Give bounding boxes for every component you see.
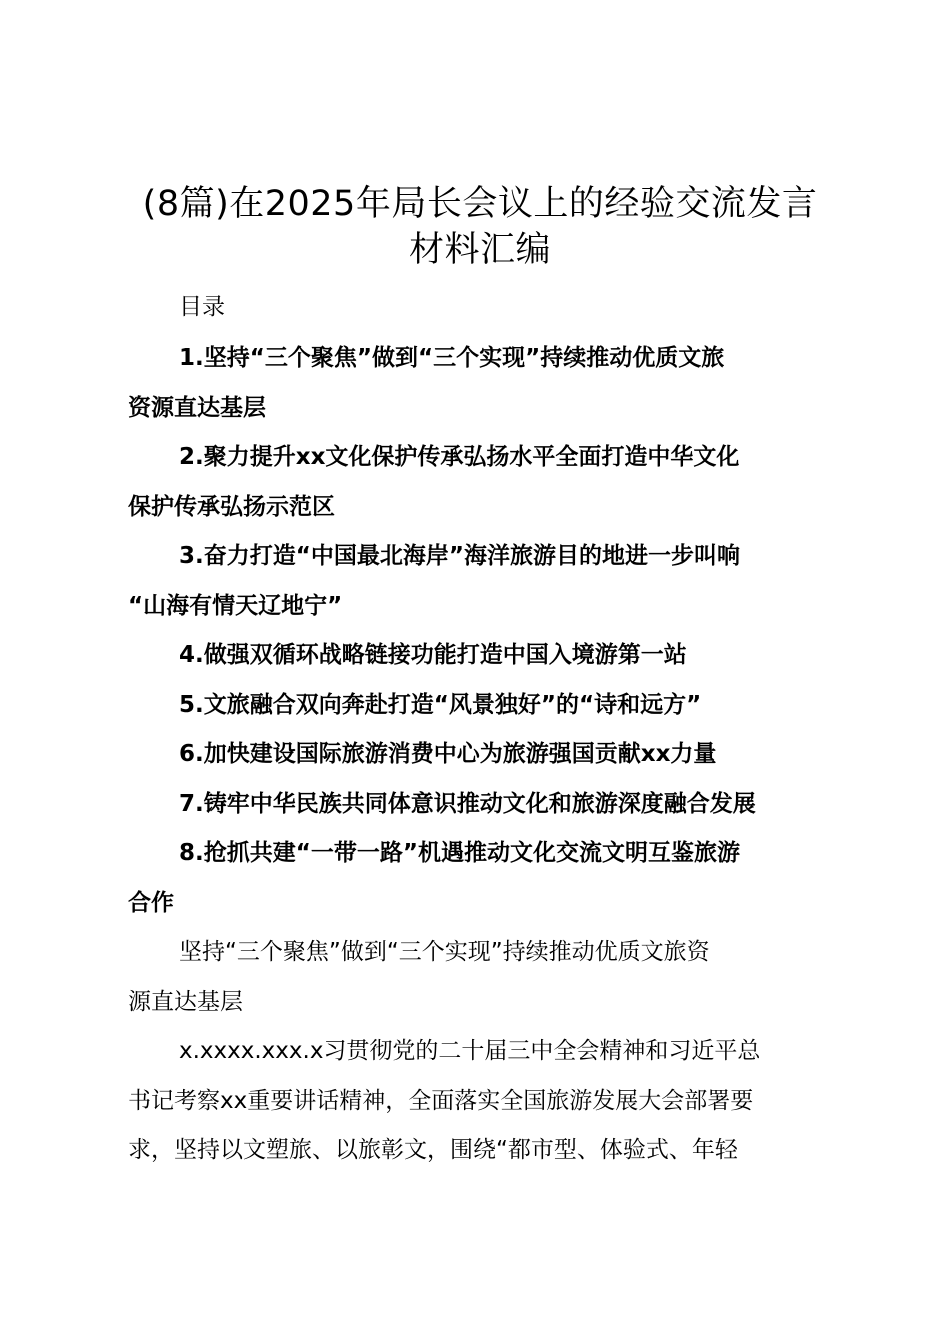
section-heading-line-2: 源直达基层: [128, 988, 243, 1015]
toc-label: 目录: [179, 294, 225, 320]
toc-item-2-line-1: 2.聚力提升xx文化保护传承弘扬水平全面打造中华文化: [179, 444, 740, 470]
toc-item-1-line-2: 资源直达基层: [128, 394, 266, 421]
body-paragraph-line-3: 求，坚持以文塑旅、以旅彰文，围绕“都市型、体验式、年轻: [128, 1137, 738, 1163]
toc-item-8-line-1: 8.抢抓共建“一带一路”机遇推动文化交流文明互鉴旅游: [179, 840, 740, 866]
toc-item-1-line-1: 1.坚持“三个聚焦”做到“三个实现”持续推动优质文旅: [179, 345, 725, 371]
table-of-contents: [128, 334, 832, 928]
section-heading-line-1: 坚持“三个聚焦”做到“三个实现”持续推动优质文旅资: [179, 939, 710, 965]
section-heading: [128, 928, 832, 1027]
toc-item-8: [128, 829, 832, 928]
title-line-2: 材料汇编: [408, 230, 551, 270]
body-paragraph-line-1: x.xxxx.xxx.x习贯彻党的二十届三中全会精神和习近平总: [179, 1038, 761, 1064]
toc-item-5: [128, 681, 832, 731]
toc-item-3-line-2: “山海有情天辽地宁”: [128, 592, 343, 619]
document-title: [128, 181, 832, 273]
toc-item-4-line-1: 4.做强双循环战略链接功能打造中国入境游第一站: [179, 642, 687, 668]
toc-item-5-line-1: 5.文旅融合双向奔赴打造“风景独好”的“诗和远方”: [179, 691, 702, 718]
body-paragraph: [128, 1027, 832, 1176]
toc-item-3: [128, 532, 832, 631]
toc-item-7: [128, 780, 832, 830]
body-paragraph-line-2: 书记考察xx重要讲话精神，全面落实全国旅游发展大会部署要: [128, 1087, 754, 1114]
document-page: [128, 181, 832, 1176]
toc-item-3-line-1: 3.奋力打造“中国最北海岸”海洋旅游目的地进一步叫响: [179, 543, 740, 569]
toc-item-6: [128, 730, 832, 780]
toc-item-2: [128, 433, 832, 532]
toc-item-1: [128, 334, 832, 433]
toc-item-7-line-1: 7.铸牢中华民族共同体意识推动文化和旅游深度融合发展: [179, 790, 756, 817]
title-line-1: (8篇)在2025年局长会议上的经验交流发言: [142, 184, 818, 224]
toc-item-8-line-2: 合作: [128, 889, 174, 916]
toc-item-6-line-1: 6.加快建设国际旅游消费中心为旅游强国贡献xx力量: [179, 741, 717, 767]
toc-item-2-line-2: 保护传承弘扬示范区: [128, 493, 335, 520]
toc-item-4: [128, 631, 832, 681]
